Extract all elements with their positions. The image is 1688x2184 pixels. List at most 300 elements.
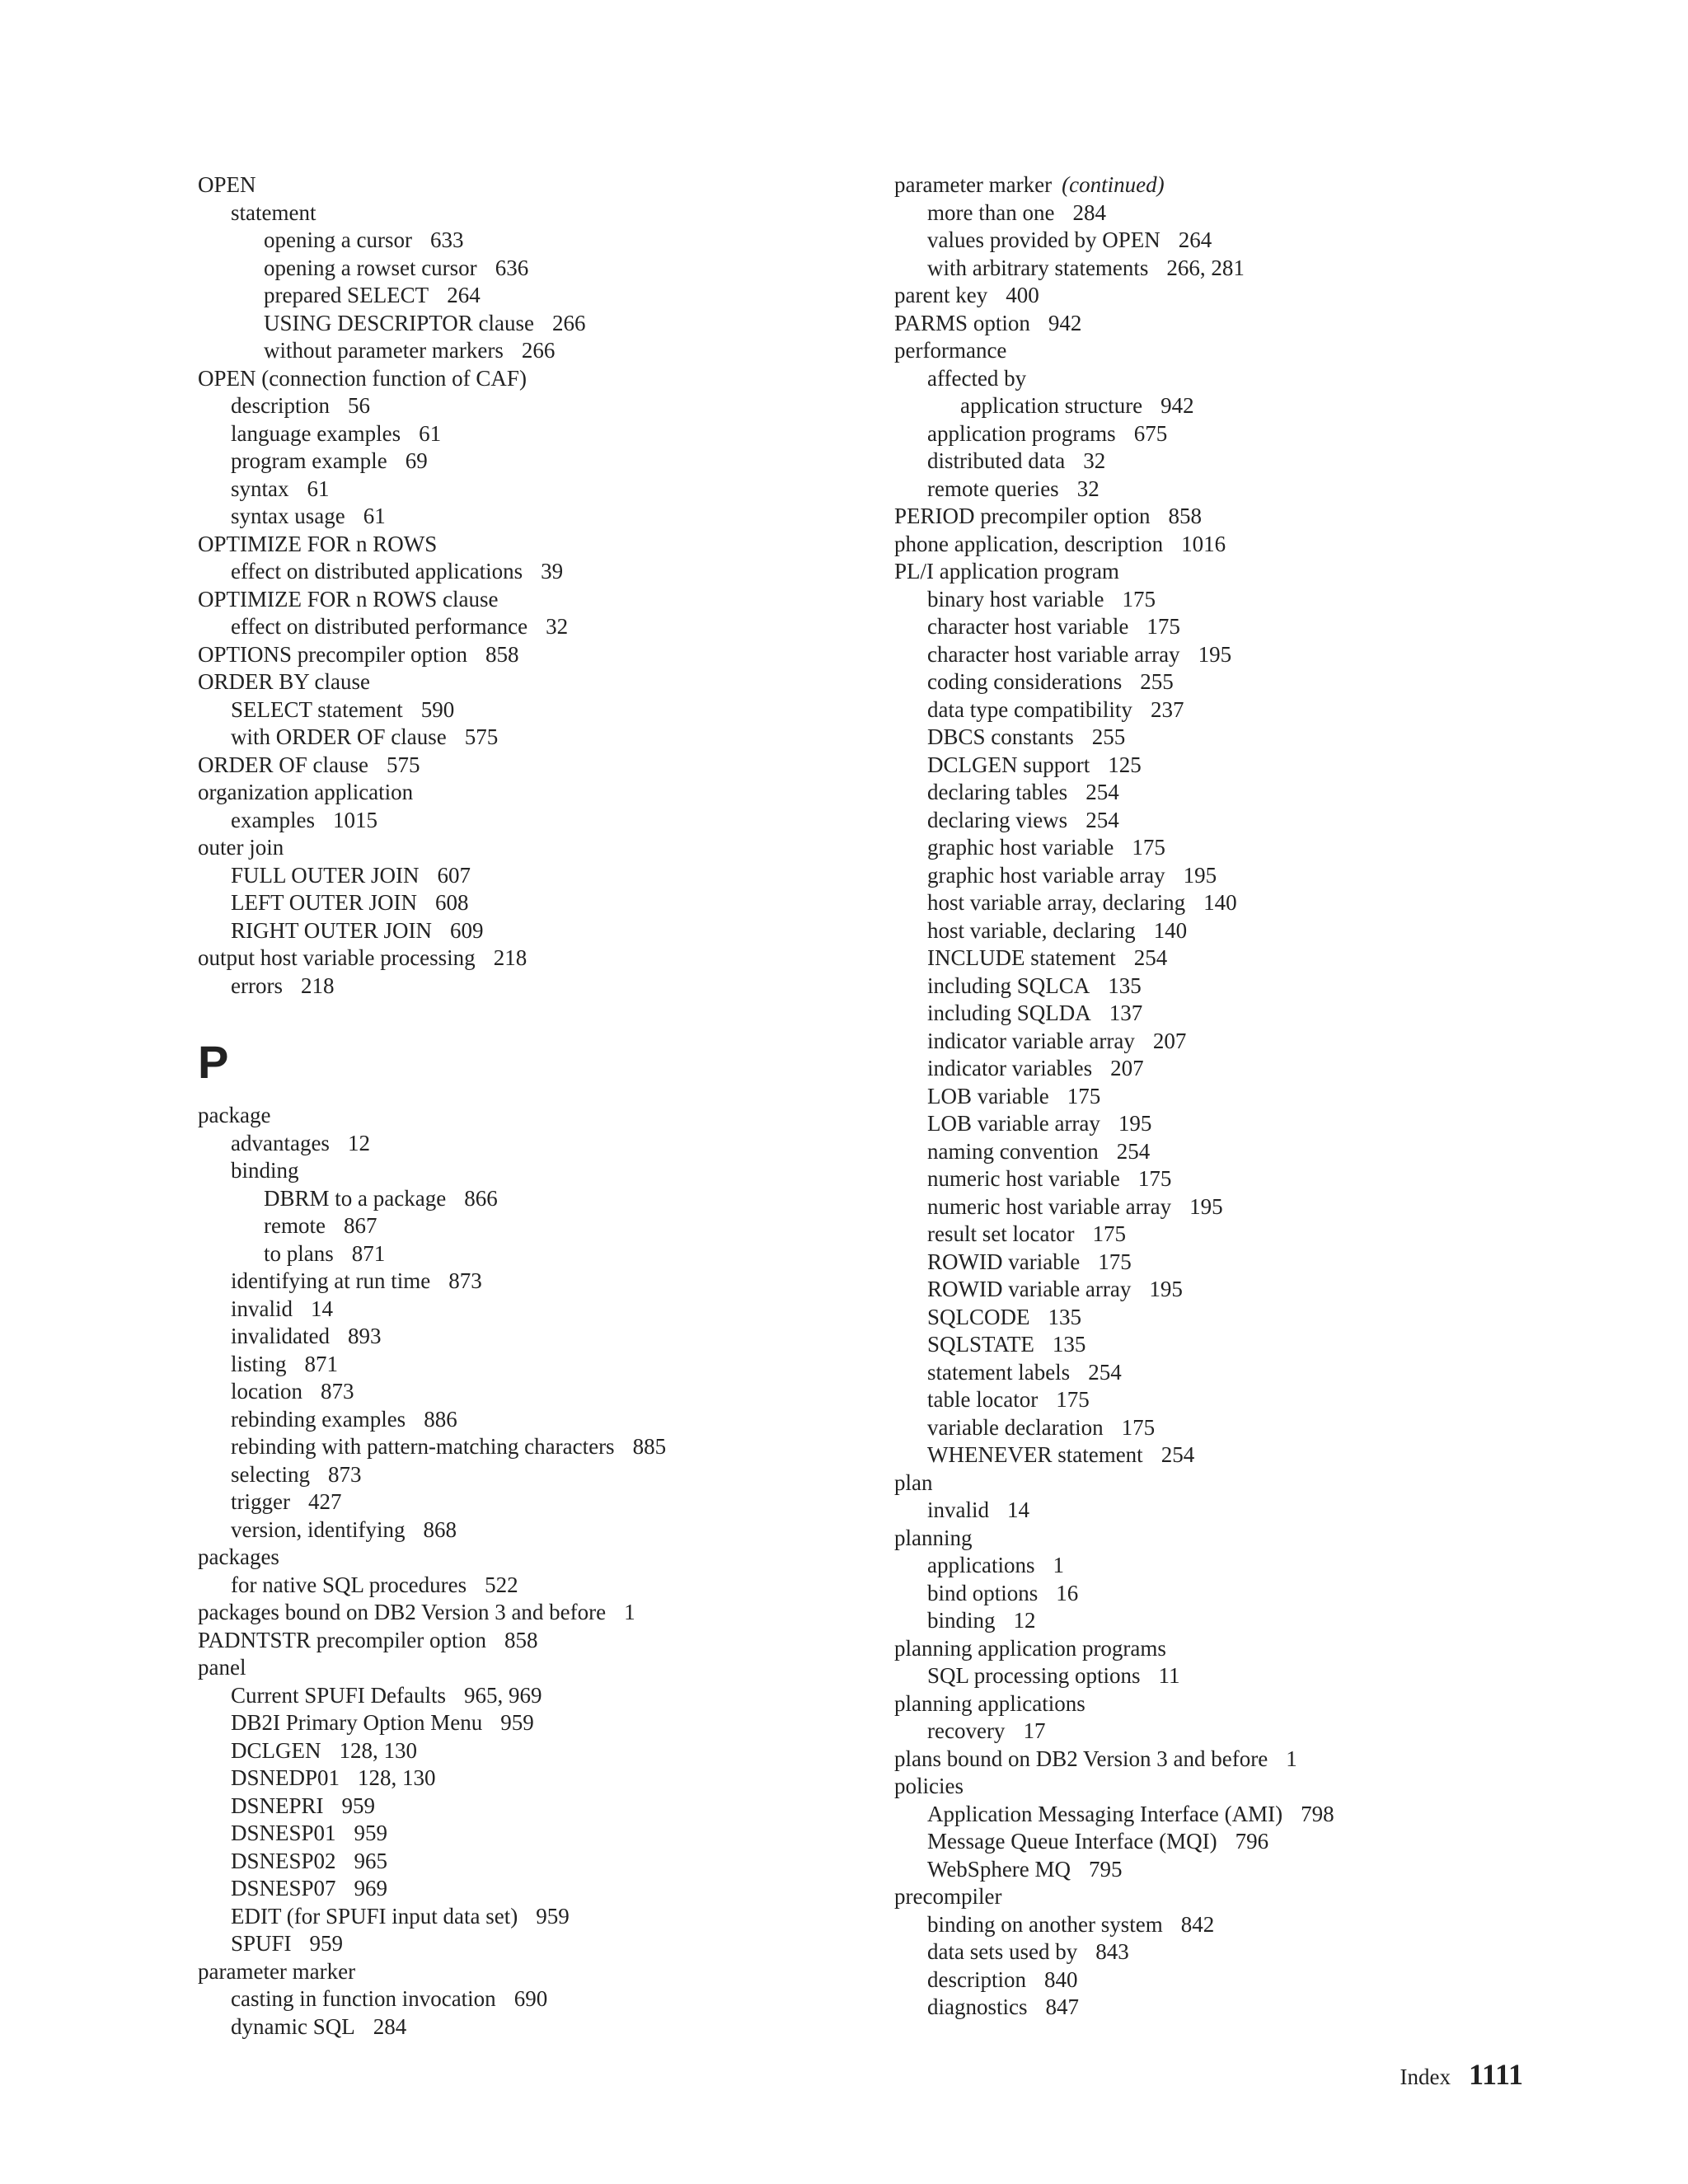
index-entry: [894, 448, 1570, 476]
index-entry: [894, 1580, 1570, 1608]
page-reference: 266: [521, 338, 556, 363]
page-reference: 135: [1108, 972, 1142, 998]
index-term: INCLUDE statement: [927, 945, 1116, 970]
index-term: graphic host variable array: [927, 862, 1165, 888]
page-reference: 873: [448, 1268, 482, 1293]
index-entry: [198, 365, 857, 393]
index-entry: [198, 641, 857, 669]
continued-note: (continued): [1062, 172, 1165, 197]
index-term: bind options: [927, 1580, 1039, 1605]
index-entry: [894, 255, 1570, 283]
page-reference: 400: [1006, 283, 1039, 307]
index-term: result set locator: [927, 1221, 1075, 1246]
index-term: WHENEVER statement: [927, 1442, 1143, 1467]
index-entry: [198, 1185, 857, 1213]
page-reference: 609: [450, 917, 484, 943]
index-entry: [198, 1958, 857, 1986]
page-reference: 608: [435, 890, 469, 915]
page-reference: 1016: [1181, 531, 1226, 556]
index-entry: [894, 1552, 1570, 1580]
page-reference: 959: [500, 1710, 534, 1735]
page-reference: 1: [1286, 1746, 1297, 1771]
index-term: opening a rowset cursor: [264, 255, 477, 280]
index-entry: [198, 1378, 857, 1406]
index-term: LEFT OUTER JOIN: [231, 890, 417, 915]
index-entry: [198, 1488, 857, 1516]
index-term: casting in function invocation: [231, 1986, 496, 2011]
index-entry: [894, 199, 1570, 227]
index-term: DSNEDP01: [231, 1765, 340, 1790]
index-entry: [198, 1682, 857, 1710]
page-reference: 284: [1072, 199, 1106, 225]
page-footer: [1400, 2057, 1523, 2092]
index-term: errors: [231, 972, 283, 998]
page-reference: 858: [485, 641, 519, 667]
page-reference: 866: [464, 1185, 498, 1211]
index-entry: [198, 1323, 857, 1351]
index-entry: [198, 1930, 857, 1958]
index-column-right: [894, 171, 1570, 2022]
index-entry: [198, 282, 857, 310]
page-reference: 218: [493, 945, 528, 970]
index-entry: [894, 1304, 1570, 1332]
index-term: output host variable processing: [198, 945, 476, 970]
index-term: parameter marker: [894, 172, 1053, 197]
index-term: Current SPUFI Defaults: [231, 1682, 446, 1708]
index-entry: [894, 1718, 1570, 1746]
index-entry: [894, 1359, 1570, 1387]
index-term: version, identifying: [231, 1516, 406, 1542]
index-term: without parameter markers: [264, 338, 504, 363]
page-reference: 886: [424, 1406, 457, 1432]
index-term: binding: [231, 1158, 299, 1183]
page-reference: 175: [1137, 1166, 1172, 1191]
page-reference: 135: [1052, 1332, 1086, 1357]
index-entry: [198, 255, 857, 283]
index-entry: [894, 1828, 1570, 1856]
index-term: plans bound on DB2 Version 3 and before: [894, 1746, 1268, 1771]
index-term: DBRM to a package: [264, 1185, 447, 1211]
page-reference: 858: [1168, 504, 1202, 528]
index-term: character host variable: [927, 614, 1129, 639]
index-entry: [894, 1193, 1570, 1221]
index-entry: [198, 696, 857, 724]
index-entry: [198, 1985, 857, 2013]
index-entry: [894, 1938, 1570, 1966]
page-reference: 254: [1160, 1442, 1195, 1467]
index-entry: [198, 1793, 857, 1821]
page-reference: 255: [1091, 724, 1126, 749]
index-term: ORDER OF clause: [198, 752, 368, 777]
index-term: program example: [231, 448, 387, 473]
index-entry: [894, 282, 1570, 310]
index-entry: [894, 310, 1570, 338]
index-entry: [198, 1654, 857, 1682]
index-term: ROWID variable: [927, 1249, 1081, 1274]
index-term: LOB variable: [927, 1083, 1049, 1108]
index-entry: [894, 1497, 1570, 1525]
index-term: numeric host variable array: [927, 1193, 1172, 1219]
page-reference: 264: [447, 283, 481, 307]
page-reference: 871: [304, 1351, 339, 1376]
index-term: precompiler: [894, 1884, 1002, 1909]
page-reference: 56: [347, 393, 370, 418]
index-term: SELECT statement: [231, 696, 403, 722]
index-entry: [198, 1820, 857, 1848]
page-reference: 893: [347, 1324, 382, 1348]
index-term: binding: [927, 1608, 996, 1633]
index-entry: [198, 1709, 857, 1737]
index-entry: [894, 1607, 1570, 1635]
index-entry: [894, 1000, 1570, 1028]
index-entry: [894, 917, 1570, 945]
index-entry: [198, 1516, 857, 1544]
index-entry: [894, 392, 1570, 420]
index-term: PADNTSTR precompiler option: [198, 1627, 486, 1652]
page-reference: 175: [1121, 1414, 1156, 1440]
index-term: LOB variable array: [927, 1111, 1100, 1136]
index-term: invalidated: [231, 1324, 330, 1348]
page-number: 1111: [1468, 2058, 1523, 2091]
index-entry: [198, 2013, 857, 2041]
page-reference: 195: [1189, 1193, 1223, 1219]
index-term: coding considerations: [927, 669, 1123, 694]
index-entry: [198, 586, 857, 614]
page-reference: 12: [1013, 1608, 1036, 1633]
page-reference: 195: [1149, 1277, 1183, 1301]
index-term: advantages: [231, 1130, 330, 1155]
page-reference: 175: [1132, 835, 1165, 860]
index-entry: [894, 586, 1570, 614]
index-term: planning applications: [894, 1690, 1085, 1716]
index-term: dynamic SQL: [231, 2013, 355, 2039]
index-term: policies: [894, 1774, 964, 1798]
index-term: syntax usage: [231, 504, 345, 528]
page-reference: 942: [1048, 310, 1082, 335]
index-entry: [198, 752, 857, 780]
index-entry: [198, 1351, 857, 1379]
index-entry: [894, 1138, 1570, 1166]
page-reference: 218: [300, 972, 335, 998]
index-term: location: [231, 1379, 302, 1404]
page-reference: 135: [1048, 1304, 1082, 1329]
index-entry: [894, 972, 1570, 1001]
page-reference: 840: [1043, 1966, 1078, 1992]
index-term: OPTIMIZE FOR n ROWS clause: [198, 586, 499, 612]
index-entry: [894, 724, 1570, 752]
index-entry: [198, 972, 857, 1001]
index-term: declaring views: [927, 807, 1068, 832]
index-entry: [198, 1296, 857, 1324]
page-reference: 195: [1198, 641, 1232, 667]
page-reference: 12: [347, 1130, 370, 1155]
index-entry: [198, 834, 857, 862]
index-entry: [198, 1268, 857, 1296]
index-entry: [198, 476, 857, 504]
index-term: PERIOD precompiler option: [894, 504, 1151, 528]
index-entry: [198, 1240, 857, 1268]
page-reference: 175: [1098, 1249, 1132, 1274]
index-term: OPTIONS precompiler option: [198, 641, 467, 667]
index-term: plan: [894, 1469, 933, 1495]
index-term: PARMS option: [894, 310, 1030, 335]
index-term: DSNESP02: [231, 1848, 336, 1873]
index-column-left: [198, 171, 857, 2041]
index-term: DCLGEN: [231, 1737, 321, 1763]
index-term: packages: [198, 1544, 279, 1569]
index-entry: [198, 1406, 857, 1434]
page-reference: 175: [1092, 1221, 1126, 1246]
index-entry: [894, 1856, 1570, 1884]
index-term: SQL processing options: [927, 1663, 1141, 1688]
index-entry: [198, 1212, 857, 1240]
page-reference: 16: [1056, 1580, 1079, 1605]
index-term: affected by: [927, 365, 1027, 391]
index-term: description: [927, 1966, 1026, 1992]
page-reference: 32: [1076, 476, 1100, 501]
index-term: remote queries: [927, 476, 1059, 501]
index-term: graphic host variable: [927, 835, 1114, 860]
index-term: phone application, description: [894, 531, 1164, 556]
index-entry: [894, 641, 1570, 669]
index-term: outer join: [198, 835, 284, 860]
index-entry: [198, 337, 857, 365]
index-term: binary host variable: [927, 586, 1104, 612]
page-reference: 965: [354, 1848, 388, 1873]
index-entry: [894, 1911, 1570, 1939]
index-entry: [894, 779, 1570, 807]
index-entry: [198, 1572, 857, 1600]
page-reference: 1: [1053, 1553, 1064, 1577]
page-reference: 14: [1007, 1497, 1029, 1522]
index-term: DBCS constants: [927, 724, 1074, 749]
page-reference: 965, 969: [463, 1682, 542, 1708]
index-term: planning application programs: [894, 1635, 1166, 1661]
index-entry: [894, 1966, 1570, 1994]
page-reference: 125: [1108, 752, 1142, 777]
index-entry: [894, 944, 1570, 972]
index-term: package: [198, 1103, 271, 1127]
index-entry: [198, 531, 857, 559]
index-term: OPEN: [198, 172, 256, 197]
page-reference: 798: [1301, 1801, 1334, 1826]
index-term: variable declaration: [927, 1414, 1104, 1440]
page-reference: 69: [405, 448, 428, 473]
index-entry: [894, 1083, 1570, 1111]
page-reference: 255: [1140, 669, 1174, 694]
page-reference: 128, 130: [358, 1765, 436, 1790]
page-reference: 175: [1146, 614, 1180, 639]
index-term: statement: [231, 199, 316, 225]
index-term: DCLGEN support: [927, 752, 1090, 777]
page-reference: 690: [513, 1986, 548, 2011]
index-entry: [894, 1635, 1570, 1663]
index-entry: [198, 1875, 857, 1903]
page-reference: 266, 281: [1166, 255, 1245, 280]
page-reference: 207: [1110, 1056, 1144, 1080]
page-reference: 873: [327, 1461, 362, 1487]
page-reference: 175: [1067, 1083, 1101, 1108]
page-reference: 842: [1180, 1911, 1215, 1937]
index-term: SPUFI: [231, 1931, 292, 1956]
page-reference: 32: [546, 614, 569, 639]
index-entry: [894, 834, 1570, 862]
index-entry: [198, 779, 857, 807]
index-term: OPTIMIZE FOR n ROWS: [198, 531, 438, 556]
index-entry: [198, 917, 857, 945]
page-reference: 575: [464, 724, 499, 749]
index-entry: [198, 171, 857, 199]
index-term: application programs: [927, 420, 1116, 446]
page-reference: 140: [1203, 890, 1237, 915]
index-term: data sets used by: [927, 1939, 1078, 1964]
index-entry: [198, 1102, 857, 1130]
page-reference: 959: [341, 1793, 376, 1818]
section-letter: P: [198, 1036, 229, 1088]
index-term: SQLSTATE: [927, 1332, 1034, 1357]
index-entry: [894, 503, 1570, 531]
index-term: indicator variables: [927, 1056, 1093, 1080]
page-reference: 17: [1023, 1718, 1046, 1743]
index-entry: [198, 1433, 857, 1461]
index-term: for native SQL procedures: [231, 1572, 467, 1597]
index-term: including SQLDA: [927, 1001, 1091, 1025]
index-term: EDIT (for SPUFI input data set): [231, 1903, 518, 1929]
page-reference: 959: [536, 1903, 570, 1929]
footer-label: Index: [1400, 2064, 1451, 2089]
page-reference: 607: [437, 862, 471, 888]
page-reference: 137: [1109, 1001, 1143, 1025]
index-entry: [894, 420, 1570, 448]
index-term: Message Queue Interface (MQI): [927, 1829, 1217, 1854]
index-entry: [894, 1165, 1570, 1193]
index-entry: [198, 1130, 857, 1158]
index-entry: [894, 337, 1570, 365]
page-reference: 254: [1088, 1359, 1122, 1385]
page-reference: 128, 130: [339, 1737, 417, 1763]
index-term: effect on distributed applications: [231, 559, 523, 583]
index-entry: [894, 476, 1570, 504]
index-entry: [894, 1994, 1570, 2022]
index-term: SQLCODE: [927, 1304, 1030, 1329]
page-reference: 61: [419, 420, 442, 446]
index-entry: [198, 668, 857, 696]
index-term: numeric host variable: [927, 1166, 1120, 1191]
index-entry: [894, 1276, 1570, 1304]
page-reference: 264: [1178, 227, 1212, 252]
index-entry: [894, 1414, 1570, 1442]
page-reference: 254: [1085, 780, 1119, 804]
index-term: host variable array, declaring: [927, 890, 1186, 915]
page-reference: 873: [320, 1379, 354, 1404]
index-term: opening a cursor: [264, 227, 412, 252]
index-term: declaring tables: [927, 780, 1068, 804]
index-entry: [198, 310, 857, 338]
index-entry: [894, 752, 1570, 780]
page-reference: 266: [552, 310, 586, 335]
page-reference: 175: [1122, 586, 1156, 612]
index-term: including SQLCA: [927, 972, 1090, 998]
index-entry: [198, 1737, 857, 1765]
index-entry: [198, 724, 857, 752]
index-term: WebSphere MQ: [927, 1856, 1071, 1882]
page-reference: 858: [504, 1627, 538, 1652]
page-reference: 254: [1116, 1138, 1151, 1164]
page-reference: 254: [1085, 807, 1119, 832]
index-term: data type compatibility: [927, 696, 1132, 722]
index-term: parent key: [894, 283, 988, 307]
page-reference: 195: [1118, 1111, 1152, 1136]
page-reference: 14: [311, 1296, 333, 1321]
index-term: trigger: [231, 1489, 290, 1514]
index-term: packages bound on DB2 Version 3 and before: [198, 1600, 607, 1624]
page-reference: 675: [1133, 420, 1168, 446]
index-entry: [198, 1765, 857, 1793]
index-entry: [894, 1441, 1570, 1469]
index-term: DSNEPRI: [231, 1793, 324, 1818]
index-term: prepared SELECT: [264, 283, 429, 307]
index-entry: [198, 227, 857, 255]
index-term: examples: [231, 807, 315, 832]
page-reference: 237: [1150, 696, 1184, 722]
index-entry: [198, 807, 857, 835]
index-term: performance: [894, 338, 1007, 363]
page-reference: 207: [1152, 1028, 1187, 1053]
index-entry: [894, 807, 1570, 835]
index-term: selecting: [231, 1461, 310, 1487]
index-term: values provided by OPEN: [927, 227, 1160, 252]
page-reference: 254: [1133, 945, 1168, 970]
index-term: Application Messaging Interface (AMI): [927, 1801, 1283, 1826]
page-reference: 61: [307, 476, 330, 501]
index-term: applications: [927, 1553, 1035, 1577]
index-term: naming convention: [927, 1138, 1099, 1164]
page-reference: 522: [485, 1572, 518, 1597]
index-entry: [894, 531, 1570, 559]
index-entry: [198, 1903, 857, 1931]
page-reference: 11: [1158, 1663, 1180, 1688]
index-term: character host variable array: [927, 641, 1180, 667]
index-entry: [198, 1848, 857, 1876]
index-entry: [894, 613, 1570, 641]
index-entry: [198, 1157, 857, 1185]
index-term: DB2I Primary Option Menu: [231, 1710, 483, 1735]
page-reference: 959: [354, 1821, 388, 1845]
index-term: identifying at run time: [231, 1268, 431, 1293]
page-reference: 1015: [332, 807, 377, 832]
index-term: USING DESCRIPTOR clause: [264, 310, 535, 335]
page-reference: 1: [624, 1600, 635, 1624]
index-entry: [198, 1461, 857, 1489]
index-term: description: [231, 393, 330, 418]
index-entry: [198, 862, 857, 890]
page-reference: 795: [1089, 1856, 1123, 1882]
index-term: binding on another system: [927, 1911, 1163, 1937]
index-entry: [894, 1055, 1570, 1083]
index-entry: [198, 1544, 857, 1572]
index-entry: [894, 1662, 1570, 1690]
index-entry: [894, 1801, 1570, 1829]
index-term: parameter marker: [198, 1958, 356, 1984]
index-entry: [894, 1331, 1570, 1359]
index-term: diagnostics: [927, 1994, 1028, 2019]
index-term: table locator: [927, 1387, 1039, 1412]
index-term: distributed data: [927, 448, 1066, 473]
index-entry: [894, 558, 1570, 586]
page-reference: 969: [354, 1876, 388, 1900]
index-entry: [198, 503, 857, 531]
index-entry: [894, 365, 1570, 393]
